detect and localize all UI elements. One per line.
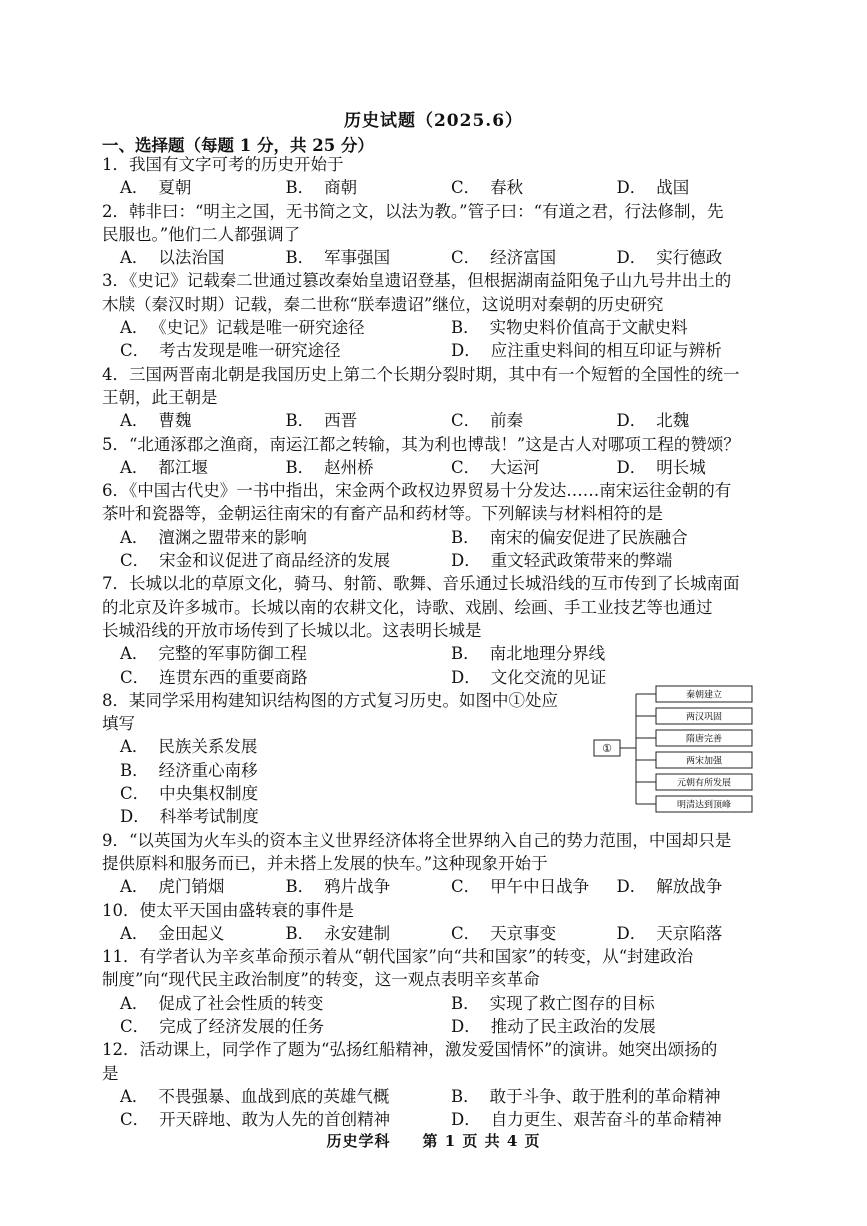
question-2: [102, 200, 782, 270]
option: [286, 456, 452, 479]
option: [120, 784, 258, 803]
question-text: 制度”向“现代民主政治制度”的转变，这一观点表明辛亥革命: [102, 970, 540, 990]
option: [120, 875, 286, 898]
exam-title: 历史试题（2025.6）: [343, 111, 524, 131]
option-text: 敢于斗争、敢于胜利的革命精神: [489, 1086, 721, 1106]
option: [617, 409, 783, 432]
question-10: [102, 899, 782, 946]
diagram-box-label: 两汉巩固: [685, 712, 723, 723]
option-text: 都江堰: [158, 457, 208, 477]
option-text: 《史记》记载是唯一研究途径: [158, 318, 365, 338]
option-letter: D．: [616, 178, 647, 198]
option: [451, 1108, 782, 1131]
option-letter: A．: [120, 737, 149, 757]
option: [120, 666, 451, 689]
question-text: 提供原料和服务而已，并未搭上发展的快车。”这种现象开始于: [102, 853, 548, 873]
question-text: 长城沿线的开放市场传到了长城以北。这表明长城是: [102, 620, 482, 640]
option-text: 自力更生、艰苦奋斗的革命精神: [490, 1110, 722, 1130]
option: [120, 246, 286, 269]
option-letter: C．: [451, 411, 481, 431]
option-text: 天京事变: [490, 923, 557, 943]
option: [120, 642, 451, 665]
option-text: 应注重史料间的相互印证与辨析: [490, 341, 722, 361]
option-text: 宋金和议促进了商品经济的发展: [159, 551, 391, 571]
question-9: [102, 829, 782, 899]
option-letter: D．: [616, 877, 647, 897]
question-text: 1．我国有文字可考的历史开始于: [102, 155, 344, 174]
option-letter: C．: [120, 551, 150, 571]
option-text: 民族关系发展: [158, 737, 258, 757]
option-text: 明长城: [656, 457, 706, 477]
option-text: 实物史料价值高于文献史料: [489, 318, 688, 338]
question-text: 4．三国两晋南北朝是我国历史上第二个长期分裂时期，其中有一个短暂的全国性的统一: [102, 364, 740, 384]
option: [451, 176, 617, 199]
question-text: 3．《史记》记载秦二世通过篡改秦始皇遗诏登基，但根据湖南益阳兔子山九号井出土的: [102, 271, 732, 291]
option-text: 甲午中日战争: [490, 877, 590, 897]
option: [120, 176, 286, 199]
option: [120, 339, 451, 362]
option: [286, 409, 452, 432]
option: [286, 246, 452, 269]
option-letter: C．: [120, 1016, 150, 1036]
option: [120, 316, 451, 339]
option-letter: B．: [451, 318, 480, 338]
question-11: [102, 945, 782, 1038]
page-footer: 历史学科 第 1 页 共 4 页: [326, 1132, 541, 1150]
diagram-box-label: 隋唐完善: [685, 734, 723, 745]
option-letter: B．: [451, 527, 480, 547]
option-text: 中央集权制度: [159, 784, 259, 804]
question-list: [102, 153, 782, 1131]
option-letter: C．: [451, 178, 481, 198]
question-text: 的北京及许多城市。长城以南的农耕文化，诗歌、戏剧、绘画、手工业技艺等也通过: [102, 597, 713, 617]
question-text: 9．“以英国为火车头的资本主义世界经济体将全世界纳入自己的势力范围，中国却只是: [102, 830, 732, 850]
option-letter: A．: [120, 411, 149, 431]
diagram-box-label: 两宋加强: [685, 756, 723, 767]
option-text: 考古发现是唯一研究途径: [159, 341, 341, 361]
option: [451, 549, 782, 572]
option: [120, 1085, 451, 1108]
question-1: [102, 153, 782, 200]
option-letter: C．: [451, 457, 481, 477]
option-text: 西晋: [324, 411, 358, 431]
option-text: 不畏强暴、血战到底的英雄气概: [158, 1086, 390, 1106]
option: [451, 992, 782, 1015]
option: [120, 549, 451, 572]
option-text: 夏朝: [158, 178, 192, 198]
question-text: 11．有学者认为辛亥革命预示着从“朝代国家”向“共和国家”的转变，从“封建政治: [102, 947, 694, 967]
question-text: 12．活动课上，同学作了题为“弘扬红船精神，激发爱国情怀”的演讲。她突出颂扬的: [102, 1040, 718, 1060]
option-text: 赵州桥: [324, 457, 374, 477]
option: [451, 922, 617, 945]
option-letter: C．: [120, 784, 150, 804]
question-text: 王朝，此王朝是: [102, 387, 218, 407]
option-letter: D．: [616, 457, 647, 477]
question-text: 5．“北通涿郡之渔商，南运江都之转输，其为利也博哉！”这是古人对哪项工程的赞颂？: [102, 434, 740, 454]
option-text: 重文轻武政策带来的弊端: [490, 551, 673, 571]
option-letter: D．: [616, 248, 647, 268]
question-text: 民服也。”他们二人都强调了: [102, 224, 301, 244]
section-heading: 一、选择题（每题 1 分，共 25 分）: [102, 136, 374, 155]
option-text: 前秦: [490, 411, 524, 431]
option-text: 科举考试制度: [159, 807, 259, 827]
question-text: 7．长城以北的草原文化，骑马、射箭、歌舞、音乐通过长城沿线的互市传到了长城南面: [102, 574, 740, 594]
diagram-box-label: 元朝有所发展: [676, 778, 732, 789]
option: [451, 339, 782, 362]
option-text: 鸦片战争: [324, 877, 391, 897]
option-letter: B．: [451, 993, 480, 1013]
option-text: 完整的军事防御工程: [158, 644, 307, 664]
option: [120, 1108, 451, 1131]
option-text: 大运河: [490, 457, 540, 477]
option-text: 完成了经济发展的任务: [159, 1016, 325, 1036]
option-text: 连贯东西的重要商路: [159, 667, 308, 687]
option-text: 实行德政: [656, 248, 723, 268]
option: [120, 992, 451, 1015]
question-text: 10．使太平天国由盛转衰的事件是: [102, 900, 354, 920]
option-letter: D．: [451, 1016, 481, 1036]
option-letter: A．: [120, 318, 149, 338]
option-letter: B．: [285, 877, 315, 897]
option-text: 澶渊之盟带来的影响: [158, 527, 307, 547]
option-letter: D．: [451, 551, 481, 571]
option-text: 曹魏: [158, 411, 192, 431]
option-text: 经济重心南移: [158, 760, 258, 780]
option: [120, 1015, 451, 1038]
option-text: 促成了社会性质的转变: [158, 993, 324, 1013]
option-text: 南北地理分界线: [489, 644, 606, 664]
option-letter: C．: [451, 923, 481, 943]
option-letter: B．: [285, 178, 315, 198]
option: [120, 526, 451, 549]
option: [451, 246, 617, 269]
option: [451, 409, 617, 432]
option-text: 战国: [656, 178, 690, 198]
option: [617, 176, 783, 199]
option-letter: D．: [120, 807, 150, 827]
option: [451, 526, 782, 549]
question-3: [102, 269, 782, 362]
option-letter: A．: [120, 457, 149, 477]
question-7: [102, 572, 782, 688]
option: [120, 409, 286, 432]
option-text: 经济富国: [490, 248, 557, 268]
diagram-center-label: ①: [602, 742, 612, 755]
question-text: 填写: [102, 714, 135, 734]
option-text: 天京陷落: [656, 923, 723, 943]
option-text: 永安建制: [324, 923, 391, 943]
knowledge-structure-diagram: [592, 682, 762, 814]
diagram-box-label: 秦朝建立: [685, 690, 723, 701]
option-text: 南宋的偏安促进了民族融合: [489, 527, 688, 547]
option: [120, 456, 286, 479]
option-letter: A．: [120, 644, 149, 664]
option-letter: B．: [285, 248, 315, 268]
option-letter: D．: [451, 341, 481, 361]
option-letter: D．: [616, 923, 647, 943]
question-5: [102, 433, 782, 480]
option: [617, 922, 783, 945]
option: [451, 1085, 782, 1108]
question-text: 2．韩非曰：“明主之国，无书简之文，以法为教。”管子曰：“有道之君，行法修制，先: [102, 201, 724, 221]
option-text: 北魏: [656, 411, 690, 431]
question-text: 木牍（秦汉时期）记载，秦二世称“朕奉遗诏”继位，这说明对秦朝的历史研究: [102, 294, 664, 314]
option-text: 文化交流的见证: [490, 667, 607, 687]
option-letter: C．: [451, 877, 481, 897]
option-letter: A．: [120, 248, 149, 268]
option-letter: A．: [120, 993, 149, 1013]
option: [617, 246, 783, 269]
option: [451, 1015, 782, 1038]
diagram-box-label: 明清达到顶峰: [676, 800, 732, 811]
option-text: 以法治国: [158, 248, 225, 268]
option-letter: C．: [120, 667, 150, 687]
option: [286, 922, 452, 945]
question-12: [102, 1038, 782, 1131]
option-letter: B．: [451, 644, 480, 664]
option-letter: A．: [120, 877, 149, 897]
question-text: 茶叶和瓷器等，金朝运往南宋的有畜产品和药材等。下列解读与材料相符的是: [102, 504, 663, 524]
option: [451, 875, 617, 898]
option-letter: D．: [616, 411, 647, 431]
option-text: 实现了救亡图存的目标: [489, 993, 655, 1013]
option-letter: B．: [285, 923, 315, 943]
option-letter: A．: [120, 527, 149, 547]
option-text: 春秋: [490, 178, 524, 198]
option: [451, 316, 782, 339]
question-4: [102, 363, 782, 433]
option-text: 金田起义: [158, 923, 225, 943]
option-letter: D．: [451, 667, 481, 687]
option: [120, 737, 257, 756]
option-text: 解放战争: [656, 877, 723, 897]
option-letter: B．: [451, 1086, 480, 1106]
option-letter: A．: [120, 1086, 149, 1106]
option-text: 推动了民主政治的发展: [490, 1016, 656, 1036]
question-6: [102, 479, 782, 572]
option: [286, 176, 452, 199]
option-letter: C．: [120, 341, 150, 361]
question-text: 6．《中国古代史》一书中指出，宋金两个政权边界贸易十分发达……南宋运往金朝的有: [102, 481, 732, 501]
option-letter: C．: [120, 1110, 150, 1130]
option-letter: A．: [120, 178, 149, 198]
option: [451, 456, 617, 479]
option-letter: B．: [285, 457, 315, 477]
option: [120, 761, 258, 780]
option-letter: D．: [451, 1110, 481, 1130]
option-letter: B．: [285, 411, 315, 431]
option: [617, 875, 783, 898]
question-text: 是: [102, 1063, 119, 1083]
option-text: 军事强国: [324, 248, 391, 268]
option: [617, 456, 783, 479]
option-letter: C．: [451, 248, 481, 268]
option: [120, 922, 286, 945]
option-text: 商朝: [324, 178, 358, 198]
option-letter: A．: [120, 923, 149, 943]
option-text: 虎门销烟: [158, 877, 225, 897]
option-letter: B．: [120, 760, 149, 780]
option: [451, 642, 782, 665]
question-text: 8．某同学采用构建知识结构图的方式复习历史。如图中①处应: [102, 690, 558, 710]
option-text: 开天辟地、敢为人先的首创精神: [159, 1110, 391, 1130]
option: [120, 807, 259, 826]
option: [286, 875, 452, 898]
